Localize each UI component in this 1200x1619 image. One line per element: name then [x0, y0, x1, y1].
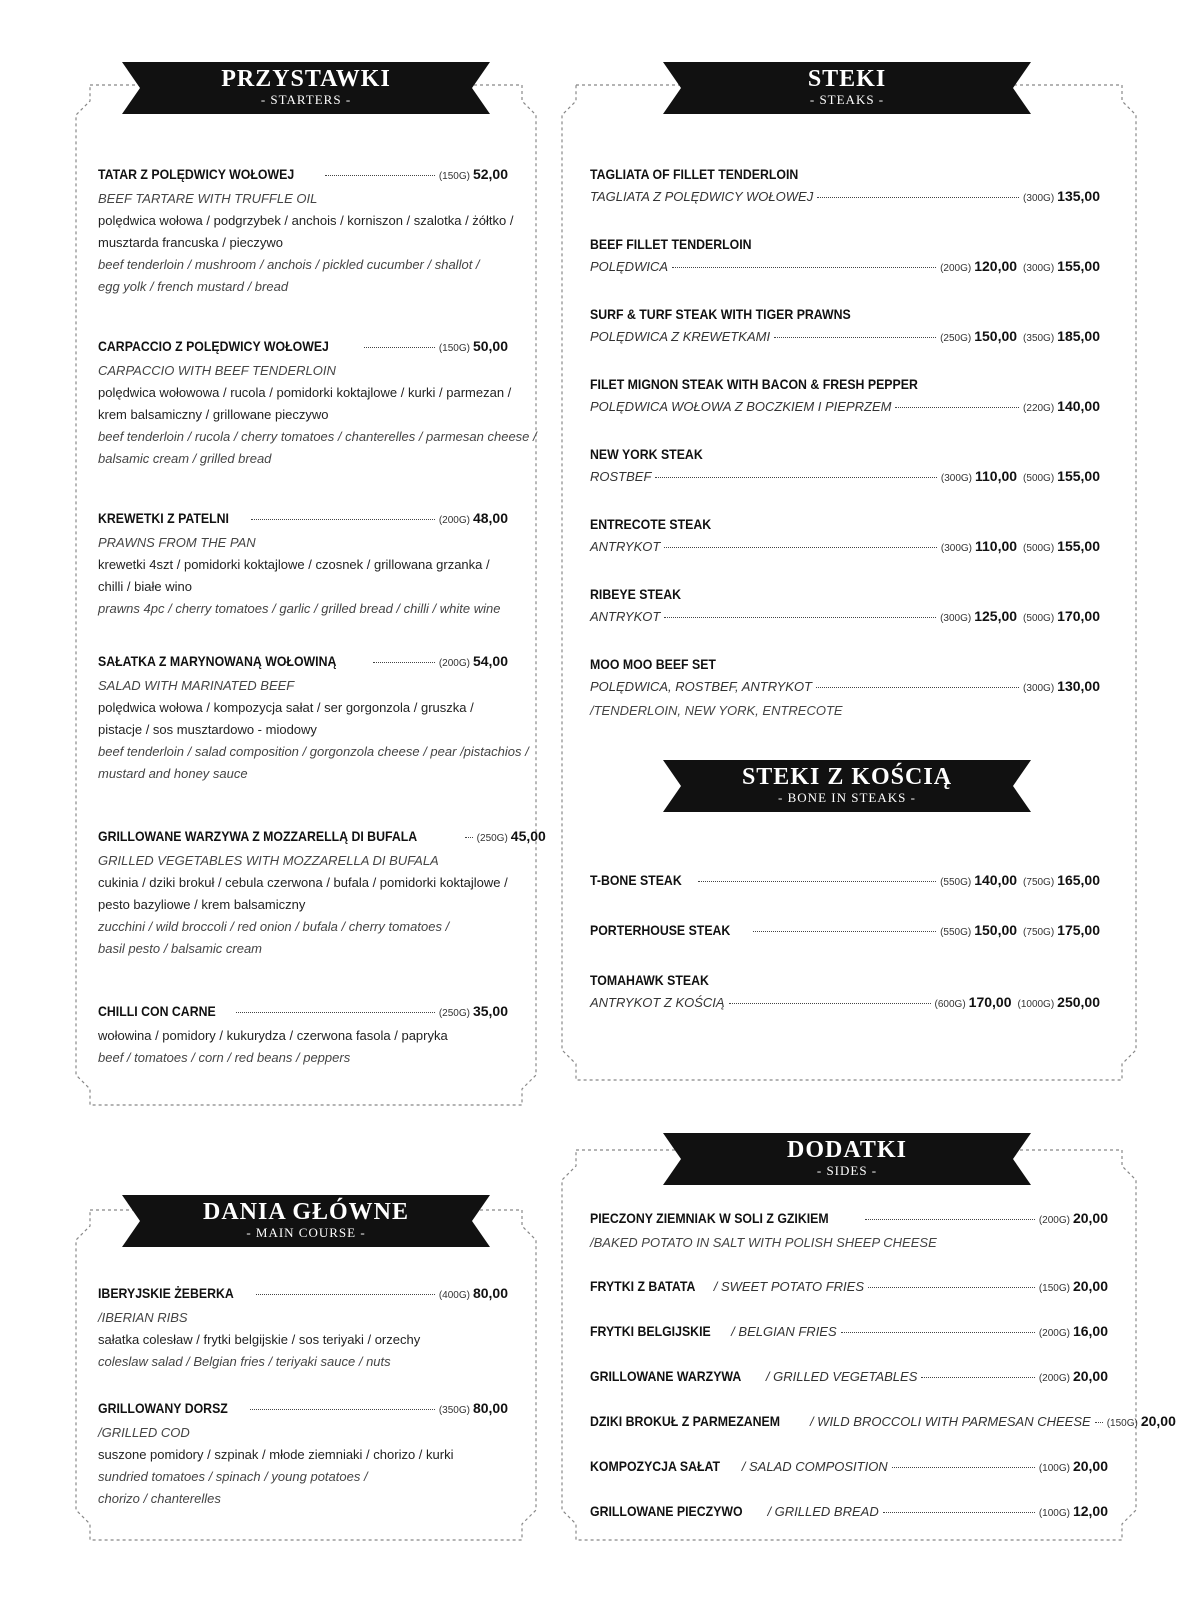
bone-steak-item [590, 972, 1100, 1016]
steak-price: 170,00 [1057, 608, 1100, 624]
starter-weight: (200G) [438, 658, 470, 669]
side-name: GRILLOWANE PIECZYWO [590, 1503, 743, 1519]
starter-ingredients-en: mustard and honey sauce [98, 766, 248, 781]
starter-price: 48,00 [472, 510, 508, 526]
steak-name: BEEF FILLET TENDERLOIN [590, 236, 752, 252]
bone-steak-item [590, 872, 1100, 894]
bone-steak-price: 165,00 [1057, 872, 1100, 888]
main-ingredients: sałatka colesław / frytki belgijskie / sos teriyaki / orzechy [98, 1332, 421, 1347]
starter-item [98, 828, 546, 960]
main-name: GRILLOWANY DORSZ [98, 1400, 228, 1416]
steak-price: 150,00 [974, 328, 1018, 344]
steaks-title: STEKI [807, 66, 887, 92]
bone-subtitle: - BONE IN STEAKS - [778, 790, 916, 805]
steak-weight: (300G) [1023, 683, 1055, 694]
steak-item [590, 656, 1100, 722]
starter-en-title: CARPACCIO WITH BEEF TENDERLOIN [98, 363, 336, 378]
sides-banner [663, 1133, 1031, 1185]
starter-ingredients: polędwica wołowa / podgrzybek / anchois / korniszon / szalotka / żółtko / [98, 213, 514, 228]
steak-price: 155,00 [1057, 258, 1100, 274]
starter-name: CHILLI CON CARNE [98, 1003, 216, 1019]
starter-en-title: GRILLED VEGETABLES WITH MOZZARELLA DI BUFALA [98, 853, 439, 868]
side-price: 16,00 [1072, 1323, 1108, 1339]
side-name: FRYTKI BELGIJSKIE [590, 1323, 711, 1339]
main-ingredients: suszone pomidory / szpinak / młode ziemniaki / chorizo / kurki [98, 1447, 454, 1462]
side-name: FRYTKI Z BATATA [590, 1278, 696, 1294]
starter-ingredients: pesto bazyliowe / krem balsamiczny [98, 897, 306, 912]
starter-weight: (150G) [438, 171, 470, 182]
main-en-title: /GRILLED COD [98, 1425, 190, 1440]
bone-steak-name: PORTERHOUSE STEAK [590, 922, 731, 938]
bone-steak-weight: (750G) [1023, 927, 1055, 938]
side-price: 20,00 [1072, 1368, 1108, 1384]
starter-ingredients: krewetki 4szt / pomidorki koktajlowe / czosnek / grillowana grzanka / [98, 557, 490, 572]
steak-weight: (300G) [940, 543, 972, 554]
main-title: DANIA GŁÓWNE [202, 1199, 410, 1225]
side-item [590, 1458, 1108, 1480]
steak-name: ENTRECOTE STEAK [590, 516, 712, 532]
starter-price: 45,00 [510, 828, 546, 844]
steaks-subtitle: - STEAKS - [809, 92, 885, 107]
side-extra: /BAKED POTATO IN SALT WITH POLISH SHEEP CHEESE [590, 1235, 937, 1250]
bone-steak-weight: (550G) [940, 927, 972, 938]
starter-name: KREWETKI Z PATELNI [98, 510, 229, 526]
main-subtitle: - MAIN COURSE - [246, 1225, 366, 1240]
starter-ingredients: polędwica wołowowa / rucola / pomidorki koktajlowe / kurki / parmezan / [98, 385, 512, 400]
starter-ingredients-en: basil pesto / balsamic cream [98, 941, 263, 956]
starter-ingredients: musztarda francuska / pieczywo [98, 235, 283, 250]
main-item [98, 1285, 508, 1373]
starter-ingredients-en: beef tenderloin / rucola / cherry tomatoes / chanterelles / parmesan cheese / [98, 429, 537, 444]
side-price: 12,00 [1072, 1503, 1108, 1519]
steak-weight: (300G) [940, 613, 972, 624]
starter-price: 35,00 [472, 1003, 508, 1019]
side-name: GRILLOWANE WARZYWA [590, 1368, 742, 1384]
bone-title: STEKI Z KOŚCIĄ [741, 764, 953, 790]
steak-item [590, 306, 1100, 350]
side-item [590, 1368, 1108, 1390]
sides-title: DODATKI [787, 1137, 907, 1163]
steak-price: 120,00 [974, 258, 1018, 274]
steaks-banner [663, 62, 1031, 114]
steak-weight: (300G) [940, 473, 972, 484]
steak-item [590, 236, 1100, 280]
starter-ingredients-en: zucchini / wild broccoli / red onion / bufala / cherry tomatoes / [98, 919, 450, 934]
steak-extra: /TENDERLOIN, NEW YORK, ENTRECOTE [590, 703, 843, 718]
side-item [590, 1413, 1176, 1435]
main-ingredients-en: coleslaw salad / Belgian fries / teriyaki sauce / nuts [98, 1354, 391, 1369]
steak-item [590, 586, 1100, 630]
steak-weight: (500G) [1023, 613, 1055, 624]
starters-subtitle: - STARTERS - [260, 92, 352, 107]
steak-weight: (220G) [1023, 403, 1055, 414]
steak-name: RIBEYE STEAK [590, 586, 682, 602]
side-price: 20,00 [1072, 1278, 1108, 1294]
starter-ingredients: wołowina / pomidory / kukurydza / czerwona fasola / papryka [98, 1028, 448, 1043]
steak-price: 110,00 [974, 468, 1018, 484]
side-name: DZIKI BROKUŁ Z PARMEZANEM [590, 1413, 781, 1429]
starter-item [98, 166, 514, 298]
steak-weight: (250G) [940, 333, 972, 344]
bone-steak-name: TOMAHAWK STEAK [590, 972, 709, 988]
starter-price: 50,00 [472, 338, 508, 354]
starter-ingredients-en: beef tenderloin / mushroom / anchois / pickled cucumber / shallot / [98, 257, 480, 272]
starter-en-title: PRAWNS FROM THE PAN [98, 535, 256, 550]
bone-steak-price: 250,00 [1057, 994, 1100, 1010]
steak-weight: (200G) [940, 263, 972, 274]
steak-name: SURF & TURF STEAK WITH TIGER PRAWNS [590, 306, 851, 322]
side-weight: (200G) [1038, 1215, 1070, 1226]
steak-subtitle: ROSTBEF [590, 469, 652, 484]
starter-weight: (200G) [438, 515, 470, 526]
side-weight: (200G) [1038, 1373, 1070, 1384]
starter-ingredients-en: prawns 4pc / cherry tomatoes / garlic / grilled bread / chilli / white wine [98, 601, 501, 616]
starters-banner [122, 62, 490, 114]
steak-item [590, 166, 1100, 210]
main-ingredients-en: sundried tomatoes / spinach / young potatoes / [98, 1469, 368, 1484]
starter-ingredients-en: balsamic cream / grilled bread [98, 451, 272, 466]
steak-item [590, 446, 1100, 490]
steak-weight: (350G) [1023, 333, 1055, 344]
starter-name: TATAR Z POLĘDWICY WOŁOWEJ [98, 166, 295, 182]
steak-item [590, 516, 1100, 560]
steak-subtitle: POLĘDWICA, ROSTBEF, ANTRYKOT [590, 679, 812, 694]
starter-ingredients: chilli / białe wino [98, 579, 192, 594]
steak-subtitle: ANTRYKOT [590, 609, 661, 624]
steak-name: TAGLIATA OF FILLET TENDERLOIN [590, 166, 799, 182]
main-ingredients-en: chorizo / chanterelles [98, 1491, 221, 1506]
main-en-title: /IBERIAN RIBS [98, 1310, 188, 1325]
starter-item [98, 653, 529, 785]
side-weight: (200G) [1038, 1328, 1070, 1339]
starter-ingredients-en: egg yolk / french mustard / bread [98, 279, 289, 294]
bone-steak-price: 140,00 [974, 872, 1018, 888]
main-weight: (400G) [438, 1290, 470, 1301]
starter-item [98, 1003, 508, 1069]
starter-ingredients: cukinia / dziki brokuł / cebula czerwona / bufala / pomidorki koktajlowe / [98, 875, 508, 890]
side-item [590, 1210, 1108, 1254]
steak-name: MOO MOO BEEF SET [590, 656, 716, 672]
bone-steak-weight: (600G) [934, 999, 966, 1010]
side-weight: (150G) [1038, 1283, 1070, 1294]
side-en: / SALAD COMPOSITION [741, 1459, 888, 1474]
side-en: / GRILLED VEGETABLES [765, 1369, 918, 1384]
side-price: 20,00 [1072, 1210, 1108, 1226]
starter-ingredients: pistacje / sos musztardowo - miodowy [98, 722, 317, 737]
side-weight: (150G) [1106, 1418, 1138, 1429]
steak-name: NEW YORK STEAK [590, 446, 703, 462]
starter-weight: (250G) [476, 833, 508, 844]
side-en: / WILD BROCCOLI WITH PARMESAN CHEESE [809, 1414, 1091, 1429]
steak-price: 185,00 [1057, 328, 1100, 344]
starter-name: GRILLOWANE WARZYWA Z MOZZARELLĄ DI BUFALA [98, 828, 418, 844]
steak-weight: (300G) [1023, 193, 1055, 204]
side-item [590, 1323, 1108, 1345]
main-price: 80,00 [472, 1285, 508, 1301]
side-price: 20,00 [1072, 1458, 1108, 1474]
steak-subtitle: ANTRYKOT [590, 539, 661, 554]
main-price: 80,00 [472, 1400, 508, 1416]
bone-steak-weight: (750G) [1023, 877, 1055, 888]
bone-steak-weight: (550G) [940, 877, 972, 888]
starter-en-title: BEEF TARTARE WITH TRUFFLE OIL [98, 191, 318, 206]
sides-subtitle: - SIDES - [816, 1163, 878, 1178]
steak-subtitle: POLĘDWICA WOŁOWA Z BOCZKIEM I PIEPRZEM [590, 399, 892, 414]
side-name: KOMPOZYCJA SAŁAT [590, 1458, 721, 1474]
side-en: / GRILLED BREAD [767, 1504, 879, 1519]
steak-weight: (500G) [1023, 543, 1055, 554]
starter-price: 54,00 [472, 653, 508, 669]
steak-price: 135,00 [1057, 188, 1100, 204]
starter-weight: (250G) [438, 1008, 470, 1019]
side-price: 20,00 [1140, 1413, 1176, 1429]
steak-weight: (300G) [1023, 263, 1055, 274]
side-weight: (100G) [1038, 1508, 1070, 1519]
starter-ingredients-en: beef / tomatoes / corn / red beans / peppers [98, 1050, 351, 1065]
starter-weight: (150G) [438, 343, 470, 354]
main-weight: (350G) [438, 1405, 470, 1416]
bone-steak-subtitle: ANTRYKOT Z KOŚCIĄ [590, 995, 725, 1010]
steak-weight: (500G) [1023, 473, 1055, 484]
bone-steak-item [590, 922, 1100, 944]
bone-steak-price: 175,00 [1057, 922, 1100, 938]
steak-subtitle: TAGLIATA Z POLĘDWICY WOŁOWEJ [590, 189, 814, 204]
side-en: / BELGIAN FRIES [731, 1324, 837, 1339]
side-item [590, 1503, 1108, 1525]
starter-name: SAŁATKA Z MARYNOWANĄ WOŁOWINĄ [98, 653, 337, 669]
steak-subtitle: POLĘDWICA Z KREWETKAMI [590, 329, 771, 344]
starters-title: PRZYSTAWKI [221, 66, 391, 92]
side-item [590, 1278, 1108, 1300]
steak-subtitle: POLĘDWICA [590, 259, 669, 274]
starter-item [98, 338, 537, 470]
bone-steak-weight: (1000G) [1017, 999, 1055, 1010]
starter-ingredients: krem balsamiczny / grillowane pieczywo [98, 407, 329, 422]
steak-price: 155,00 [1057, 468, 1100, 484]
steak-price: 140,00 [1057, 398, 1100, 414]
starter-ingredients-en: beef tenderloin / salad composition / gorgonzola cheese / pear /pistachios / [98, 744, 529, 759]
steak-price: 110,00 [974, 538, 1018, 554]
bone-steak-name: T-BONE STEAK [590, 872, 682, 888]
sides-panel [562, 1150, 1136, 1540]
steak-name: FILET MIGNON STEAK WITH BACON & FRESH PEPPER [590, 376, 918, 392]
main-banner [122, 1195, 490, 1247]
starter-item [98, 510, 508, 620]
starter-en-title: SALAD WITH MARINATED BEEF [98, 678, 295, 693]
main-item [98, 1400, 508, 1510]
starter-name: CARPACCIO Z POLĘDWICY WOŁOWEJ [98, 338, 329, 354]
side-en: / SWEET POTATO FRIES [713, 1279, 865, 1294]
steak-price: 130,00 [1057, 678, 1100, 694]
steak-price: 155,00 [1057, 538, 1100, 554]
bone-steak-price: 170,00 [968, 994, 1012, 1010]
steak-price: 125,00 [974, 608, 1018, 624]
steak-item [590, 376, 1100, 420]
side-weight: (100G) [1038, 1463, 1070, 1474]
side-name: PIECZONY ZIEMNIAK W SOLI Z GZIKIEM [590, 1210, 829, 1226]
bone-steak-price: 150,00 [974, 922, 1018, 938]
main-name: IBERYJSKIE ŻEBERKA [98, 1285, 234, 1301]
bone-banner [663, 760, 1031, 812]
starter-ingredients: polędwica wołowa / kompozycja sałat / ser gorgonzola / gruszka / [98, 700, 474, 715]
starter-price: 52,00 [472, 166, 508, 182]
